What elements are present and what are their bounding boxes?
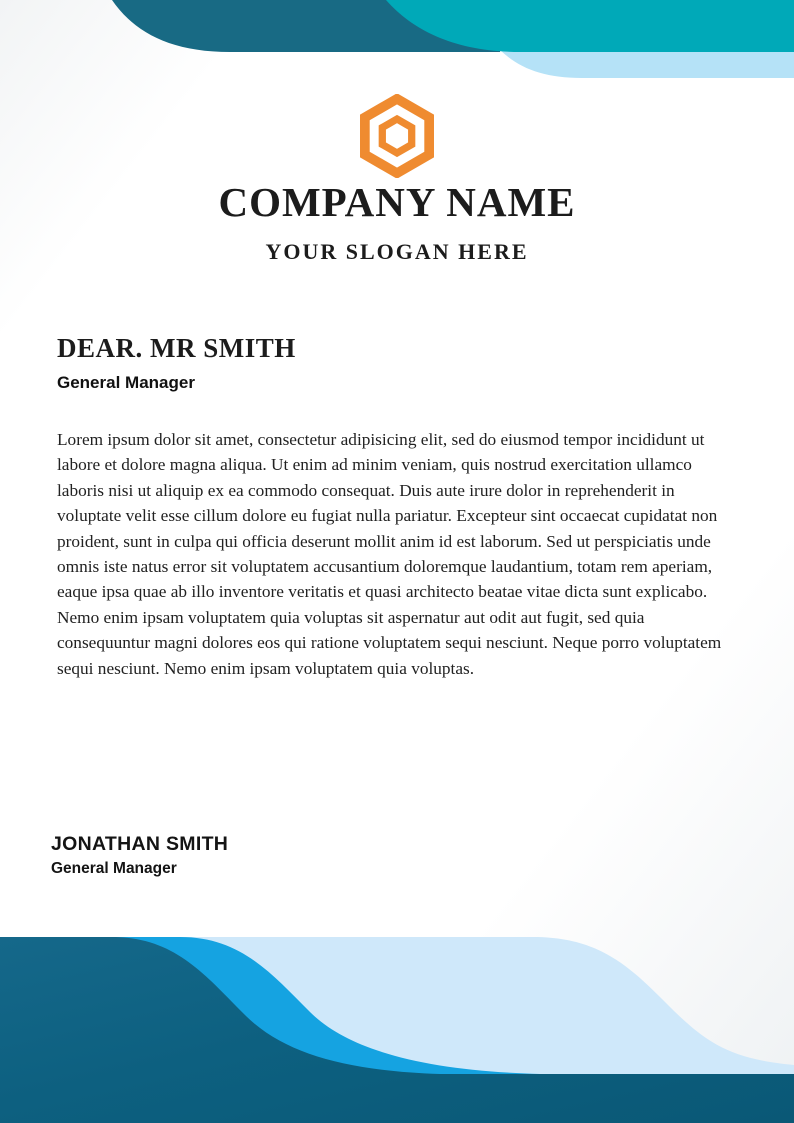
signature-block <box>51 833 228 878</box>
salutation: DEAR. MR SMITH <box>57 333 296 363</box>
salutation-title: General Manager <box>57 373 195 392</box>
letterhead-header <box>0 94 794 265</box>
top-wave-decoration <box>0 0 794 80</box>
signature-title: General Manager <box>51 860 177 877</box>
hexagon-outer-ring <box>365 99 429 173</box>
letter-body: Lorem ipsum dolor sit amet, consectetur adipisicing elit, sed do eiusmod tempor incididunt ut labore et dolore magna aliqua. Ut enim ad minim veniam, quis nostrud exercitation ullamco laboris nisi ut aliquip ex ea commodo consequat. Duis aute irure dolor in reprehenderit in voluptate velit esse cillum dolore eu fugiat nulla pariatur. Excepteur sint occaecat cupidatat non proident, sunt in culpa qui officia deserunt mollit anim id est laborum. Sed ut perspiciatis unde omnis iste natus error sit voluptatem accusantium doloremque laudantium, totam rem aperiam, eaque ipsa quae ab illo inventore veritatis et quasi architecto beatae vitae dicta sunt explicabo. Nemo enim ipsam voluptatem quia voluptas sit aspernatur aut odit aut fugit, sed quia consequuntur magni dolores eos qui ratione voluptatem sequi nesciunt. Neque porro voluptatem sequi nesciunt. Nemo enim ipsam voluptatem quia voluptas. <box>57 430 722 678</box>
hexagon-logo-icon <box>354 94 440 178</box>
company-slogan: YOUR SLOGAN HERE <box>265 239 529 265</box>
signature-name: JONATHAN SMITH <box>51 833 229 855</box>
letter-content <box>57 333 737 681</box>
hexagon-inner-ring <box>382 119 411 153</box>
company-name: COMPANY NAME <box>218 179 576 225</box>
bottom-wave-decoration <box>0 937 794 1123</box>
